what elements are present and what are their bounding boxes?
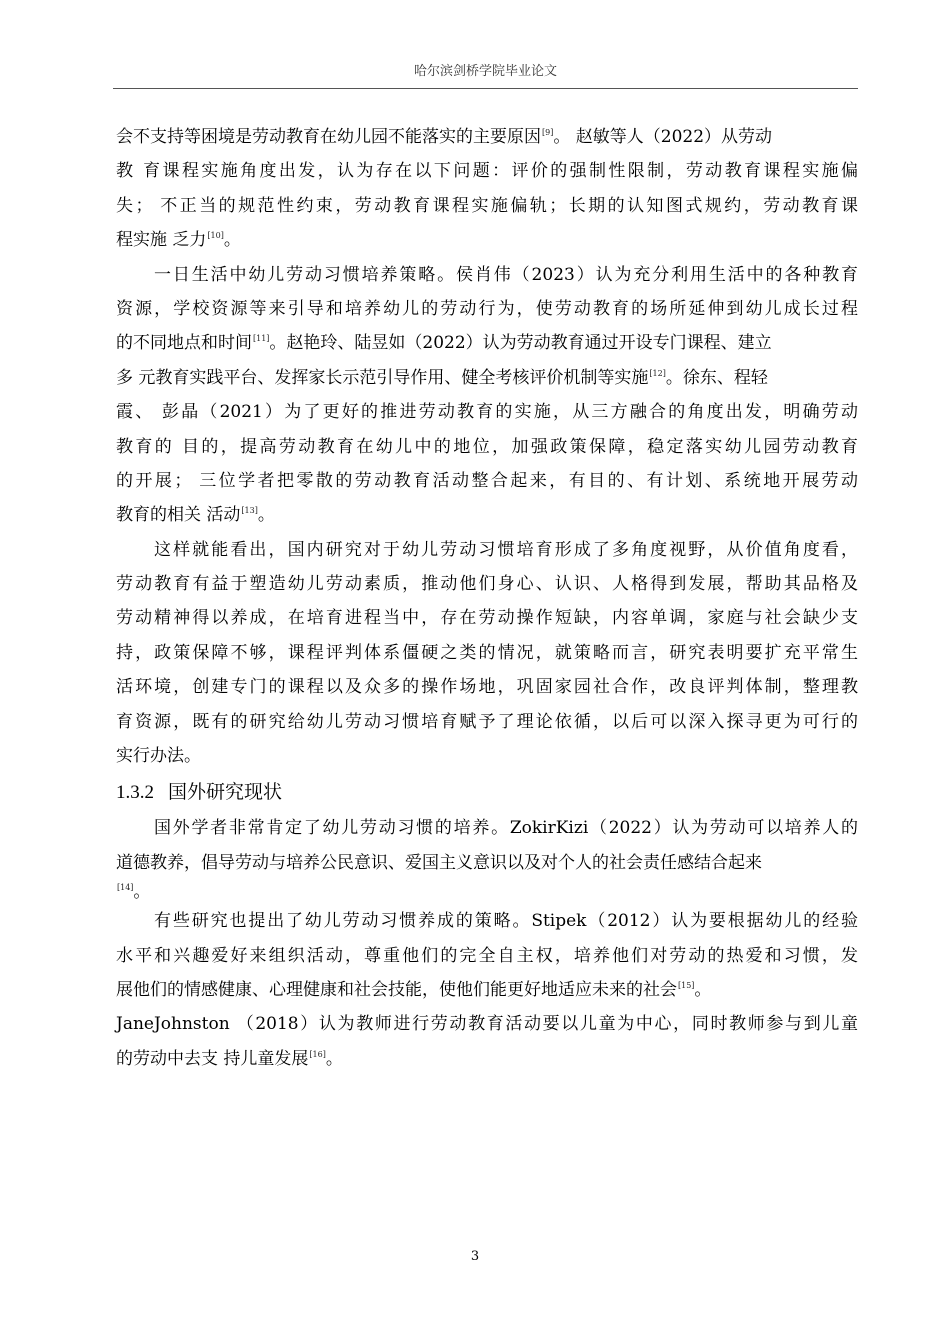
paragraph <box>116 811 858 904</box>
text-line: 持，政策保障不够，课程评判体系僵硬之类的情况，就策略而言，研究表明要扩充平常生 <box>116 642 858 663</box>
text-line: 的不同地点和时间[11]。赵艳玲、陆昱如（2022）认为劳动教育通过开设专门课程、建立 <box>116 333 772 354</box>
text-line: 劳动教育有益于塑造幼儿劳动素质，推动他们身心、认识、人格得到发展，帮助其品格及 <box>116 574 858 595</box>
section-number: 1.3.2 <box>116 782 154 804</box>
text-line: 多 元教育实践平台、发挥家长示范引导作用、健全考核评价机制等实施[12]。徐东、程轻 <box>116 367 768 388</box>
text-line: 程实施 乏力[10]。 <box>116 230 241 251</box>
text-line: 活环境，创建专门的课程以及众多的操作场地，巩固家园社合作，改良评判体制，整理教 <box>116 677 858 698</box>
text-line: 教育的相关 活动[13]。 <box>116 505 275 526</box>
text-line: 水平和兴趣爱好来组织活动，尊重他们的完全自主权，培养他们对劳动的热爱和习惯，发 <box>116 945 858 966</box>
text-line: 的开展； 三位学者把零散的劳动教育活动整合起来，有目的、有计划、系统地开展劳动 <box>116 470 858 491</box>
text-line: 这样就能看出，国内研究对于幼儿劳动习惯培育形成了多角度视野，从价值角度看， <box>154 539 858 560</box>
text-line: JaneJohnston （2018）认为教师进行劳动教育活动要以儿童为中心，同时教师参与到儿童 <box>116 1014 858 1035</box>
text-line: 道德教养，倡导劳动与培养公民意识、爱国主义意识以及对个人的社会责任感结合起来 <box>116 852 762 873</box>
text-line: 资源，学校资源等来引导和培养幼儿的劳动行为，使劳动教育的场所延伸到幼儿成长过程 <box>116 298 858 319</box>
page-number: 3 <box>470 1249 480 1264</box>
paragraph <box>116 904 858 1076</box>
citation: [16] <box>309 1049 326 1059</box>
text-line: 会不支持等困境是劳动教育在幼儿园不能落实的主要原因[9]。 赵敏等人（2022）从劳动 <box>116 127 773 147</box>
citation: [9] <box>542 127 554 137</box>
text-line: 霞、 彭晶（2021）为了更好的推进劳动教育的实施，从三方融合的角度出发，明确劳动 <box>116 402 858 423</box>
body-text <box>116 120 858 1076</box>
citation: [10] <box>207 230 224 240</box>
citation: [12] <box>649 368 666 378</box>
text-line: 劳动精神得以养成，在培育进程当中，存在劳动操作短缺，内容单调，家庭与社会缺少支 <box>116 608 858 629</box>
section-heading <box>116 773 858 811</box>
header-rule <box>113 88 858 89</box>
text-line: 的劳动中去支 持儿童发展[16]。 <box>116 1048 343 1069</box>
text-line: 育资源，既有的研究给幼儿劳动习惯培育赋予了理论依循，以后可以深入探寻更为可行的 <box>116 711 858 732</box>
citation: [11] <box>253 334 270 344</box>
citation: [14] <box>117 883 134 893</box>
text-line: [14]。 <box>117 882 151 903</box>
text-line: 教育的 目的，提高劳动教育在幼儿中的地位，加强政策保障，稳定落实幼儿园劳动教育 <box>116 436 858 457</box>
section-title: 国外研究现状 <box>168 781 283 804</box>
citation: [15] <box>678 980 695 990</box>
text-line: 实行办法。 <box>116 746 201 767</box>
text-line: 失； 不正当的规范性约束，劳动教育课程实施偏轨；长期的认知图式规约，劳动教育课 <box>116 195 858 216</box>
paragraph <box>116 533 858 774</box>
running-header: 哈尔滨剑桥学院毕业论文 <box>413 64 557 79</box>
text-line: 展他们的情感健康、心理健康和社会技能，使他们能更好地适应未来的社会[15]。 <box>116 979 712 1000</box>
paragraph <box>116 120 858 258</box>
text-line: 一日生活中幼儿劳动习惯培养策略。侯肖伟（2023）认为充分利用生活中的各种教育 <box>154 264 858 285</box>
text-line: 有些研究也提出了幼儿劳动习惯养成的策略。Stipek（2012）认为要根据幼儿的经验 <box>154 911 858 932</box>
text-line: 国外学者非常肯定了幼儿劳动习惯的培养。ZokirKizi（2022）认为劳动可以培养人的 <box>154 818 858 839</box>
text-line: 教 育课程实施角度出发，认为存在以下问题：评价的强制性限制，劳动教育课程实施偏 <box>116 161 858 182</box>
paragraph <box>116 258 858 533</box>
citation: [13] <box>241 506 258 516</box>
